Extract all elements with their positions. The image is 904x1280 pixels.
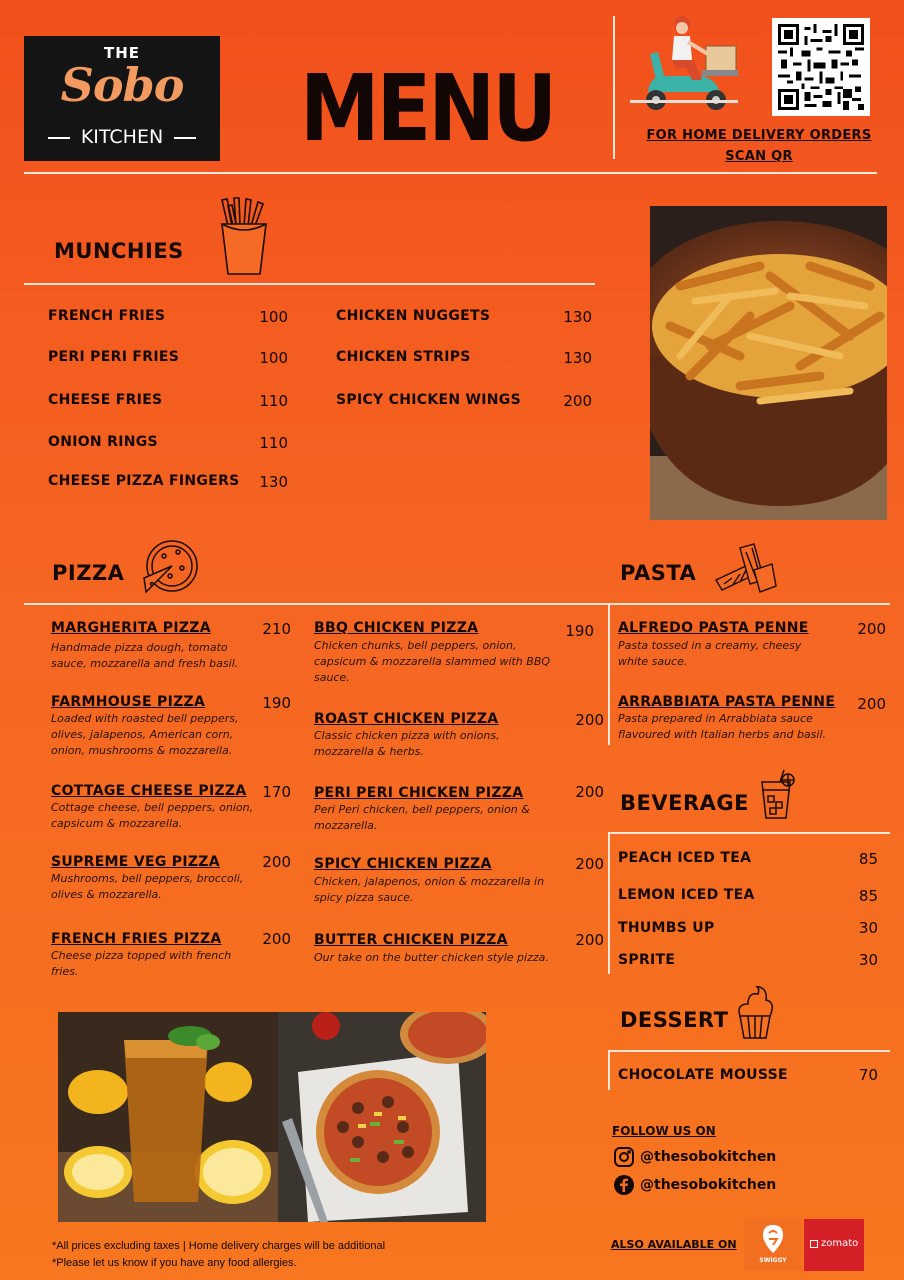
menu-item-name: SUPREME VEG PIZZA — [51, 854, 220, 870]
item-price: 170 — [262, 783, 291, 801]
list-item: CHEESE FRIES — [48, 392, 163, 408]
list-item: CHOCOLATE MOUSSE — [618, 1067, 788, 1083]
instagram-icon[interactable] — [613, 1146, 635, 1168]
iced-drink-icon — [754, 768, 798, 822]
item-description: Chicken chunks, bell peppers, onion, capsicum & mozzarella slammed with BBQ sauce. — [314, 639, 551, 684]
munchies-title: MUNCHIES — [54, 239, 184, 263]
item-price: 130 — [259, 473, 288, 491]
item-description: Handmade pizza dough, tomato sauce, mozzarella and fresh basil. — [51, 641, 239, 670]
menu-item-name: ROAST CHICKEN PIZZA — [314, 711, 499, 727]
delivery-text-line2: SCAN QR — [725, 149, 793, 164]
item-price: 110 — [259, 434, 288, 452]
menu-item-name: BBQ CHICKEN PIZZA — [314, 620, 479, 636]
menu-item-name: BUTTER CHICKEN PIZZA — [314, 932, 508, 948]
brand-name: Sobo — [60, 58, 184, 112]
brand-kitchen: KITCHEN — [80, 126, 164, 148]
list-item: CHEESE PIZZA FINGERS — [48, 473, 240, 489]
list-item: CHICKEN NUGGETS — [336, 308, 491, 324]
item-price: 85 — [858, 850, 878, 868]
zomato-icon — [810, 1240, 818, 1248]
list-item: CHICKEN STRIPS — [336, 349, 471, 365]
list-item: LEMON ICED TEA — [618, 887, 755, 903]
facebook-icon[interactable] — [613, 1174, 635, 1196]
list-item: PEACH ICED TEA — [618, 850, 752, 866]
item-description: Classic chicken pizza with onions, mozzarella & herbs. — [314, 729, 500, 758]
item-price: 200 — [262, 853, 291, 871]
brand-the: THE — [103, 44, 141, 62]
item-description: Peri Peri chicken, bell peppers, onion & mozzarella. — [314, 803, 530, 832]
menu-item-name: FRENCH FRIES PIZZA — [51, 931, 222, 947]
footnote-1: *All prices excluding taxes | Home delivery charges will be additional — [52, 1240, 386, 1252]
menu-item-name: PERI PERI CHICKEN PIZZA — [314, 785, 524, 801]
facebook-handle[interactable]: @thesobokitchen — [640, 1177, 777, 1193]
pizza-rule — [24, 603, 890, 605]
instagram-handle[interactable]: @thesobokitchen — [640, 1149, 777, 1165]
item-description: Loaded with roasted bell peppers, olives, jalapenos, American corn, onion, mushrooms & mozzarella. — [51, 712, 239, 757]
pasta-divider — [608, 603, 610, 745]
item-price: 70 — [858, 1066, 878, 1084]
fries-photo — [650, 206, 887, 520]
item-description: Our take on the butter chicken style pizza. — [314, 951, 549, 964]
item-price: 30 — [858, 919, 878, 937]
menu-item-name: COTTAGE CHEESE PIZZA — [51, 783, 247, 799]
item-price: 100 — [259, 308, 288, 326]
beverage-rule — [608, 832, 890, 834]
swiggy-badge[interactable] — [744, 1219, 802, 1271]
brand-logo — [24, 36, 220, 161]
item-price: 200 — [575, 855, 604, 873]
tea-and-pizza-photo — [58, 1012, 486, 1222]
pasta-icon — [710, 540, 778, 596]
menu-item-name: ARRABBIATA PASTA PENNE — [618, 694, 836, 710]
item-price: 110 — [259, 392, 288, 410]
zomato-label: zomato — [821, 1238, 859, 1249]
menu-item-name: ALFREDO PASTA PENNE — [618, 620, 809, 636]
item-price: 200 — [575, 711, 604, 729]
item-price: 130 — [563, 308, 592, 326]
list-item: SPRITE — [618, 952, 676, 968]
delivery-scooter-icon — [628, 14, 740, 116]
menu-item-name: MARGHERITA PIZZA — [51, 620, 211, 636]
header-divider — [613, 16, 615, 159]
item-price: 190 — [262, 694, 291, 712]
cupcake-icon — [734, 986, 776, 1040]
item-price: 200 — [262, 930, 291, 948]
item-description: Mushrooms, bell peppers, broccoli, olives & mozzarella. — [51, 872, 244, 901]
item-price: 200 — [575, 931, 604, 949]
beverage-title: BEVERAGE — [620, 791, 749, 815]
swiggy-label: SWIGGY — [759, 1257, 787, 1264]
item-price: 200 — [857, 620, 886, 638]
item-price: 190 — [565, 622, 594, 640]
item-price: 200 — [857, 695, 886, 713]
list-item: SPICY CHICKEN WINGS — [336, 392, 521, 408]
dessert-rule — [608, 1050, 890, 1052]
fries-icon — [218, 196, 270, 276]
header-rule — [24, 172, 877, 174]
item-description: Cheese pizza topped with french fries. — [51, 949, 232, 978]
munchies-rule — [24, 283, 595, 285]
item-price: 30 — [858, 951, 878, 969]
dessert-title: DESSERT — [620, 1008, 729, 1032]
menu-item-name: FARMHOUSE PIZZA — [51, 694, 206, 710]
item-description: Pasta tossed in a creamy, cheesy white sauce. — [618, 639, 802, 668]
dessert-divider — [608, 1050, 610, 1090]
list-item: FRENCH FRIES — [48, 308, 166, 324]
item-description: Cottage cheese, bell peppers, onion, capsicum & mozzarella. — [51, 801, 254, 830]
swiggy-icon — [763, 1225, 783, 1253]
item-price: 85 — [858, 887, 878, 905]
follow-title: FOLLOW US ON — [612, 1124, 716, 1138]
list-item: ONION RINGS — [48, 434, 158, 450]
footnote-2: *Please let us know if you have any food allergies. — [52, 1257, 297, 1269]
item-description: Pasta prepared in Arrabbiata sauce flavoured with Italian herbs and basil. — [618, 712, 827, 741]
list-item: THUMBS UP — [618, 920, 715, 936]
item-price: 210 — [262, 620, 291, 638]
item-price: 200 — [575, 783, 604, 801]
zomato-badge[interactable] — [804, 1219, 864, 1271]
menu-title: MENU — [300, 55, 555, 162]
beverage-divider — [608, 832, 610, 974]
available-label: ALSO AVAILABLE ON — [611, 1238, 737, 1251]
delivery-text-line1: FOR HOME DELIVERY ORDERS — [646, 128, 872, 143]
qr-code-icon[interactable] — [772, 18, 870, 116]
item-price: 130 — [563, 349, 592, 367]
pizza-icon — [140, 538, 200, 596]
item-description: Chicken, jalapenos, onion & mozzarella in spicy pizza sauce. — [314, 875, 545, 904]
pizza-title: PIZZA — [52, 561, 125, 585]
pasta-title: PASTA — [620, 561, 697, 585]
menu-item-name: SPICY CHICKEN PIZZA — [314, 856, 492, 872]
item-price: 200 — [563, 392, 592, 410]
item-price: 100 — [259, 349, 288, 367]
list-item: PERI PERI FRIES — [48, 349, 180, 365]
